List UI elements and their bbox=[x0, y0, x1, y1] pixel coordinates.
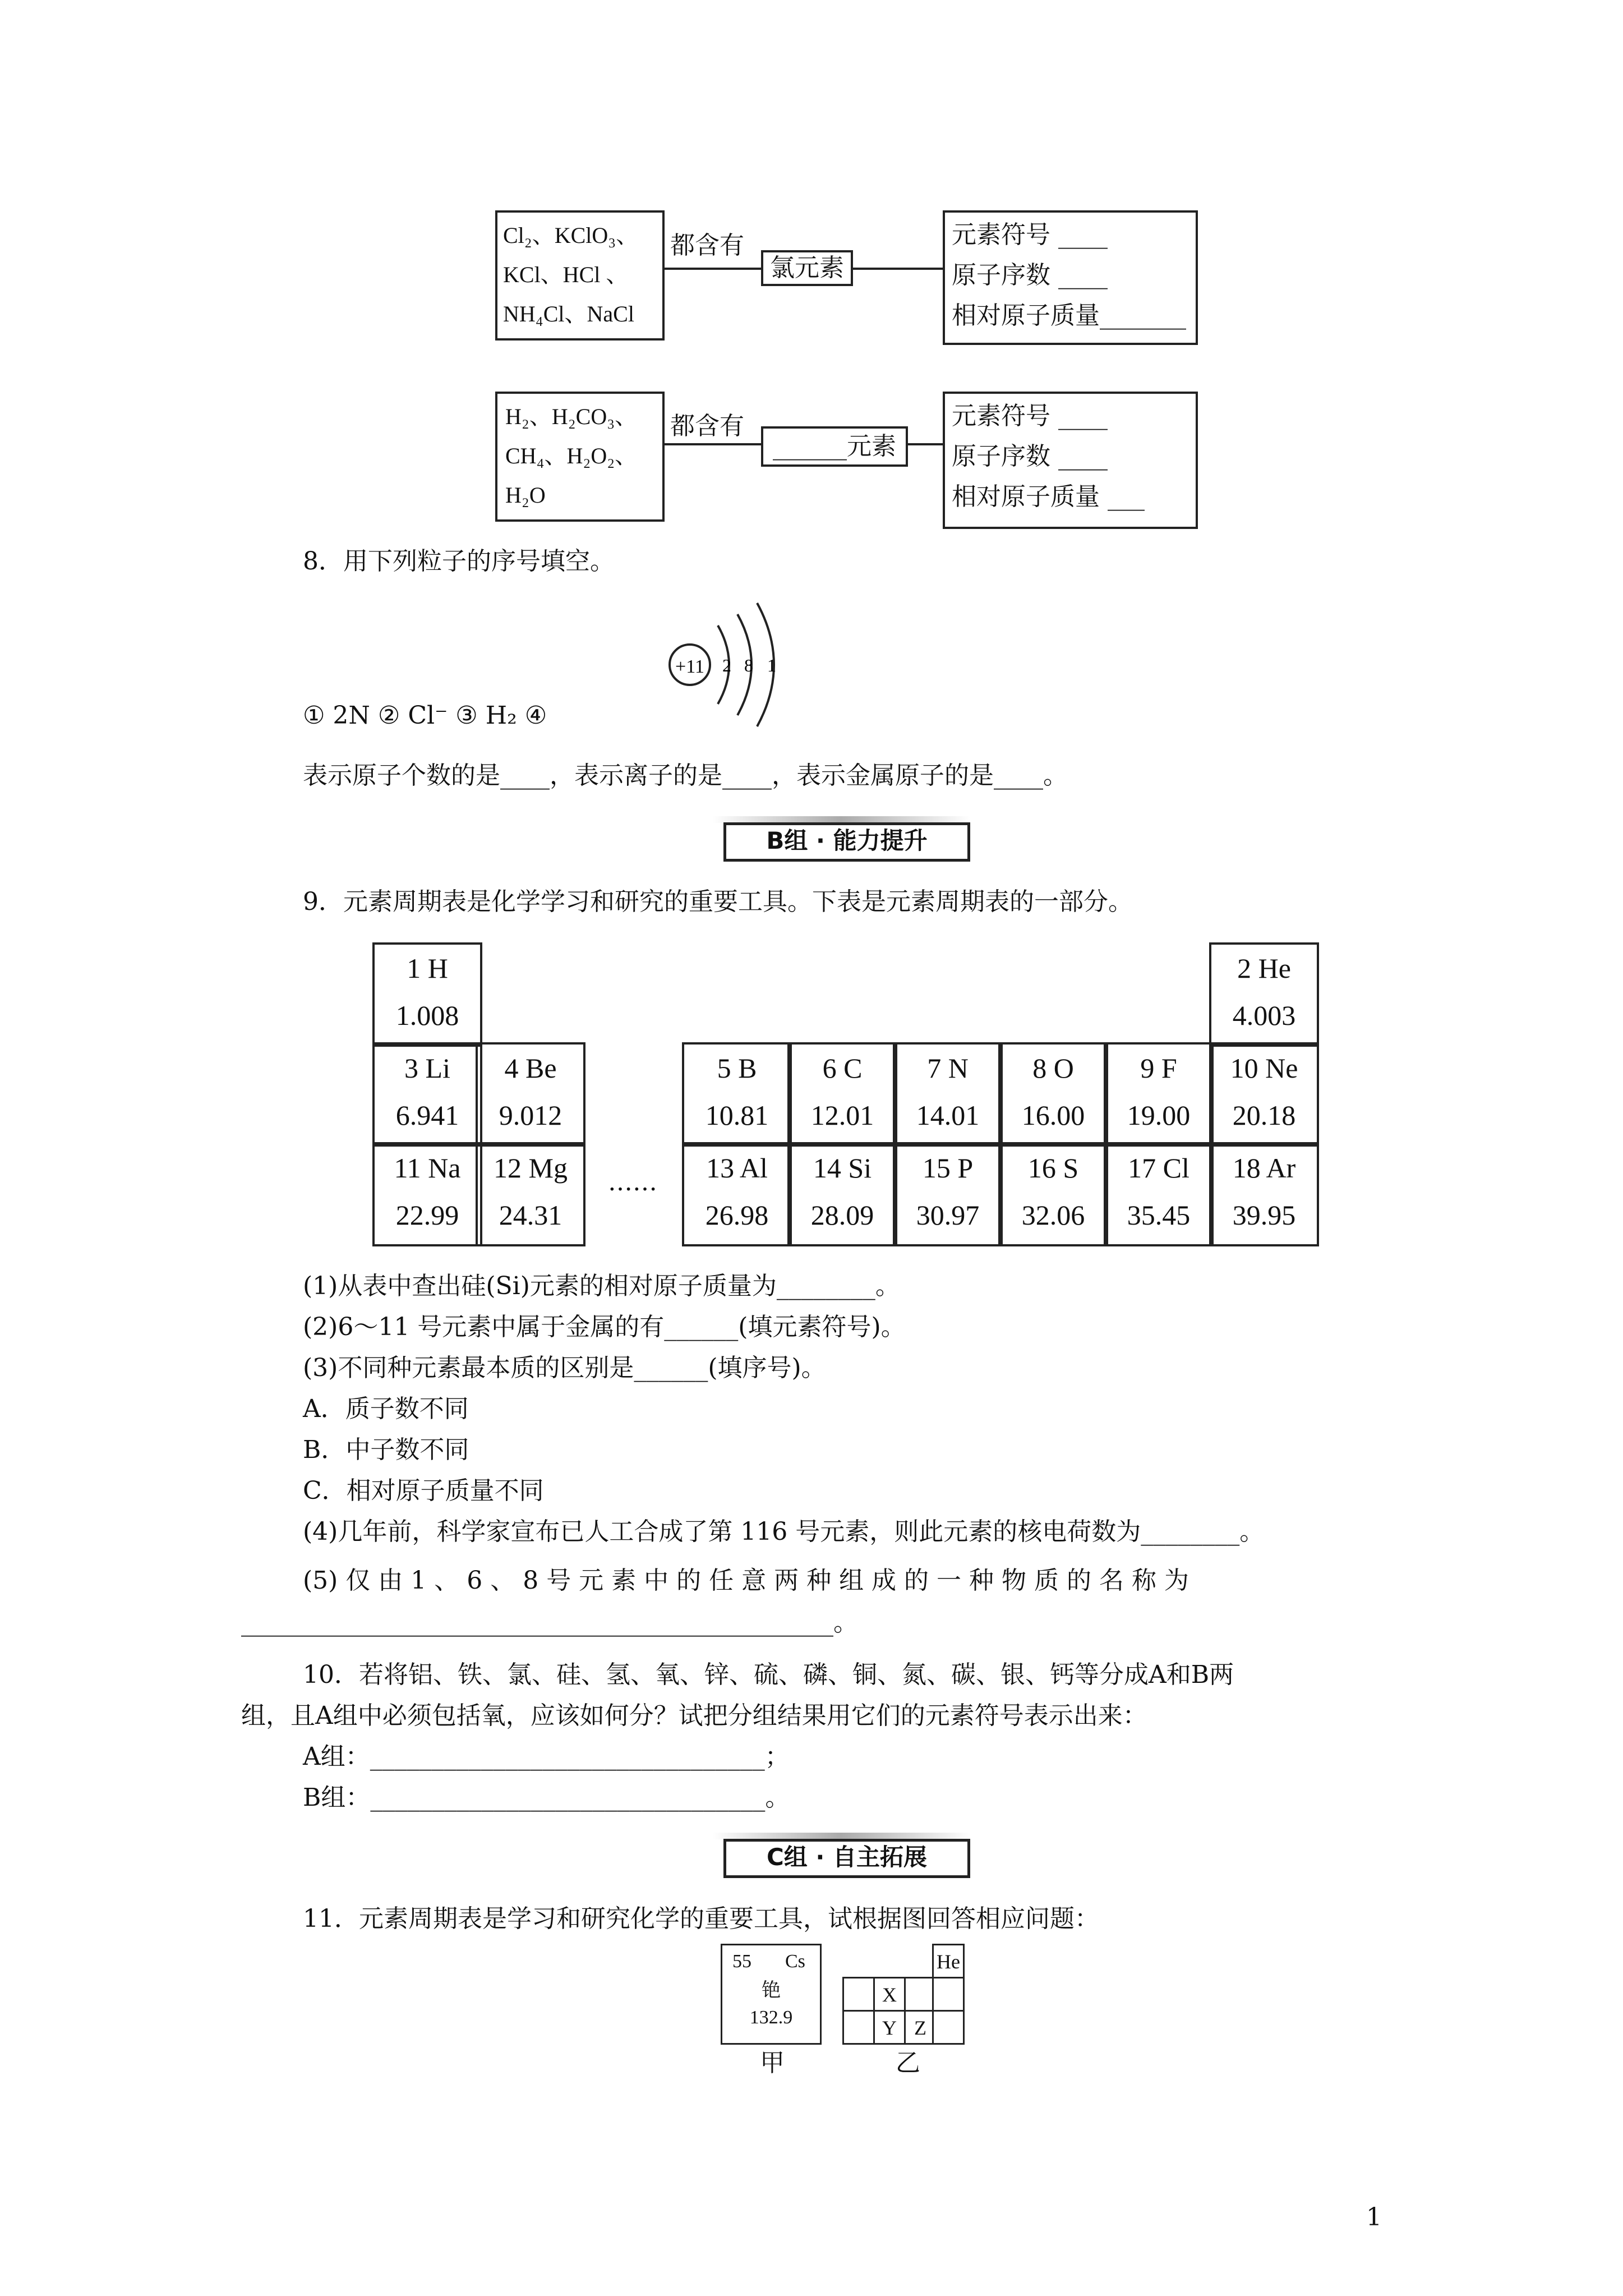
compound-line: CH₄、H₂O₂、 bbox=[505, 443, 638, 468]
q9-sub3: (3)不同种元素最本质的区别是______(填序号)。 bbox=[303, 1354, 826, 1382]
connector-line bbox=[908, 443, 943, 445]
periodic-table bbox=[372, 942, 1315, 1245]
q10-group-a: A组：________________________________； bbox=[303, 1742, 790, 1771]
q9-option-b: B．中子数不同 bbox=[303, 1435, 469, 1464]
element-cell-si: 14 Si 28.09 bbox=[787, 1142, 897, 1246]
grid-cell-he: He bbox=[932, 1944, 965, 1978]
grid-cell-z: Z bbox=[904, 2010, 937, 2045]
element-cell-ar: 18 Ar 39.95 bbox=[1209, 1142, 1319, 1246]
element-cell-p: 15 P 30.97 bbox=[893, 1142, 1003, 1246]
q10-group-b: B组：________________________________。 bbox=[303, 1783, 790, 1812]
table-ellipsis: …… bbox=[608, 1168, 657, 1197]
grid-cell bbox=[842, 2010, 875, 2045]
element-cell-ne: 10 Ne 20.18 bbox=[1209, 1042, 1319, 1147]
q10-line1: 10．若将铝、铁、氯、硅、氢、氧、锌、硫、磷、铜、氮、碳、银、钙等分成A和B两 bbox=[303, 1660, 1234, 1689]
connector-line bbox=[665, 268, 763, 270]
compound-line: H₂、H₂CO₃、 bbox=[505, 404, 638, 429]
element-cell-f: 9 F 19.00 bbox=[1104, 1042, 1214, 1147]
element-cell-be: 4 Be 9.012 bbox=[476, 1042, 585, 1147]
element-box-chlorine: 氯元素 bbox=[761, 250, 853, 286]
connector-label: 都含有 bbox=[670, 231, 744, 260]
compound-box-hydrogen bbox=[495, 392, 665, 522]
shell-electrons: 8 bbox=[744, 655, 753, 675]
grid-cell bbox=[932, 1977, 965, 2012]
q10-line2: 组，且A组中必须包括氧，应该如何分？试把分组结果用它们的元素符号表示出来： bbox=[241, 1701, 1147, 1730]
element-cell-n: 7 N 14.01 bbox=[893, 1042, 1003, 1147]
element-info-box bbox=[943, 392, 1198, 529]
connector-label: 都含有 bbox=[670, 412, 744, 440]
q9-sub1: (1)从表中查出硅(Si)元素的相对原子质量为________。 bbox=[303, 1272, 900, 1300]
element-cell-na: 11 Na 22.99 bbox=[372, 1142, 482, 1246]
q9-sub5-blank: ________________________________________________。 bbox=[241, 1608, 858, 1637]
element-cell-li: 3 Li 6.941 bbox=[372, 1042, 482, 1147]
card-symbol: Cs bbox=[785, 1951, 805, 1972]
element-cell-o: 8 O 16.00 bbox=[998, 1042, 1108, 1147]
info-line: 元素符号 ____ bbox=[952, 220, 1108, 249]
info-line: 相对原子质量 ___ bbox=[952, 482, 1145, 511]
shell-electrons: 2 bbox=[722, 655, 731, 675]
q8-options: ① 2N ② Cl⁻ ③ H₂ ④ bbox=[303, 701, 547, 730]
connector-line bbox=[665, 443, 763, 445]
compound-line: NH₄Cl、NaCl bbox=[503, 301, 634, 326]
info-line: 原子序数 ____ bbox=[952, 261, 1108, 289]
element-cell-cl: 17 Cl 35.45 bbox=[1104, 1142, 1214, 1246]
card-atomic-number: 55 bbox=[732, 1951, 751, 1972]
connector-line bbox=[853, 268, 943, 270]
grid-cell bbox=[932, 2010, 965, 2045]
q9-sub4: (4)几年前，科学家宣布已人工合成了第 116 号元素，则此元素的核电荷数为________。 bbox=[303, 1517, 1265, 1546]
nucleus-charge: +11 bbox=[675, 656, 704, 677]
atom-structure-diagram bbox=[656, 595, 802, 735]
element-cell-b: 5 B 10.81 bbox=[682, 1042, 792, 1147]
element-info-box bbox=[943, 210, 1198, 345]
periodic-grid-yi bbox=[842, 1944, 966, 2045]
element-box-blank: ______元素 bbox=[761, 426, 908, 467]
card-name: 铯 bbox=[762, 1979, 781, 2001]
shell-electrons: 1 bbox=[767, 655, 776, 675]
section-banner-b: B组 · 能力提升 bbox=[723, 822, 970, 862]
compound-line: KCl、HCl 、 bbox=[503, 262, 629, 287]
section-banner-c: C组 · 自主拓展 bbox=[723, 1839, 970, 1878]
grid-cell bbox=[842, 1977, 875, 2012]
grid-cell-y: Y bbox=[873, 2010, 906, 2045]
element-card-cs bbox=[721, 1944, 822, 2045]
compound-line: Cl₂、KClO₃、 bbox=[503, 223, 639, 248]
element-cell-h: 1 H 1.008 bbox=[372, 942, 482, 1047]
element-cell-s: 16 S 32.06 bbox=[998, 1142, 1108, 1246]
element-cell-he: 2 He 4.003 bbox=[1209, 942, 1319, 1047]
q8-question: 表示原子个数的是____，表示离子的是____，表示金属原子的是____。 bbox=[303, 761, 1068, 790]
element-cell-mg: 12 Mg 24.31 bbox=[476, 1142, 585, 1246]
q9-option-a: A．质子数不同 bbox=[303, 1395, 469, 1423]
info-line: 元素符号 ____ bbox=[952, 402, 1108, 430]
info-line: 相对原子质量_______ bbox=[952, 301, 1186, 330]
page-number: 1 bbox=[1366, 2203, 1382, 2231]
q9-stem: 9．元素周期表是化学学习和研究的重要工具。下表是元素周期表的一部分。 bbox=[303, 887, 1133, 916]
element-cell-c: 6 C 12.01 bbox=[787, 1042, 897, 1147]
q9-sub2: (2)6～11 号元素中属于金属的有______(填元素符号)。 bbox=[303, 1313, 906, 1341]
element-cell-al: 13 Al 26.98 bbox=[682, 1142, 792, 1246]
label-jia: 甲 bbox=[760, 2049, 785, 2077]
card-mass: 132.9 bbox=[749, 2007, 793, 2028]
grid-cell-x: X bbox=[873, 1977, 906, 2012]
q9-option-c: C．相对原子质量不同 bbox=[303, 1476, 544, 1505]
compound-box-chlorine bbox=[495, 210, 665, 341]
q8-stem: 8．用下列粒子的序号填空。 bbox=[303, 547, 615, 576]
label-yi: 乙 bbox=[896, 2049, 920, 2077]
q9-sub5: (5) 仅 由 1 、 6 、 8 号 元 素 中 的 任 意 两 种 组 成 的 一 种 物 质 的 名 称 为 bbox=[303, 1566, 1189, 1595]
q11-stem: 11．元素周期表是学习和研究化学的重要工具，试根据图回答相应问题： bbox=[303, 1904, 1099, 1933]
info-line: 原子序数 ____ bbox=[952, 442, 1108, 471]
compound-line: H₂O bbox=[505, 482, 546, 508]
